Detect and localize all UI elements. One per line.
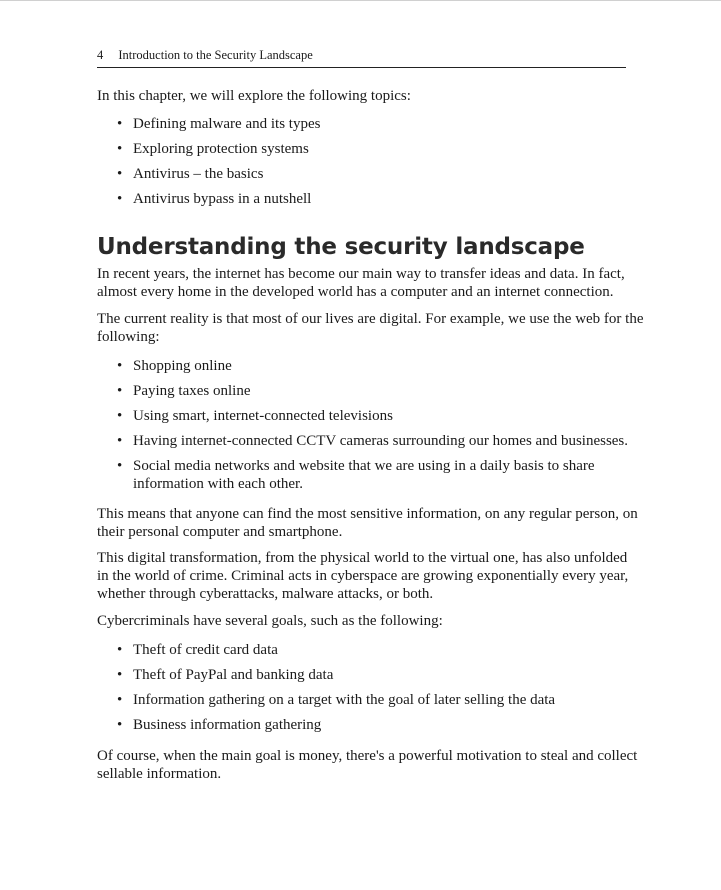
web-use-list-item: Having internet-connected CCTV cameras surrounding our homes and businesses.: [133, 433, 629, 449]
p5-paragraph-line: Cybercriminals have several goals, such as the following:: [97, 613, 443, 629]
web-use-list-item: Using smart, internet-connected televisions: [133, 408, 393, 424]
topic-list-item: Antivirus bypass in a nutshell: [133, 191, 312, 207]
p1-paragraph-line: In recent years, the internet has become our main way to transfer ideas and data. In fact,: [97, 266, 625, 282]
p2-paragraph-line: The current reality is that most of our lives are digital. For example, we use the web for the: [97, 311, 644, 327]
bullet-icon: •: [117, 166, 123, 182]
p6-paragraph-line: Of course, when the main goal is money, there's a powerful motivation to steal and collect: [97, 748, 638, 764]
running-header: [97, 48, 313, 63]
goal-list-item: Theft of credit card data: [133, 642, 278, 658]
p1-paragraph-line: almost every home in the developed world has a computer and an internet connection.: [97, 284, 614, 300]
web-use-list-item: Shopping online: [133, 358, 232, 374]
bullet-icon: •: [117, 667, 123, 683]
chapter-title: Introduction to the Security Landscape: [118, 48, 313, 62]
intro-paragraph: In this chapter, we will explore the following topics:: [97, 88, 411, 104]
bullet-icon: •: [117, 141, 123, 157]
bullet-icon: •: [117, 692, 123, 708]
bullet-icon: •: [117, 116, 123, 132]
bullet-icon: •: [117, 458, 123, 474]
bullet-icon: •: [117, 433, 123, 449]
bullet-icon: •: [117, 358, 123, 374]
p4-paragraph-line: in the world of crime. Criminal acts in cyberspace are growing exponentially every year,: [97, 568, 629, 584]
bullet-icon: •: [117, 408, 123, 424]
page-number: 4: [97, 48, 104, 62]
section-heading: Understanding the security landscape: [97, 234, 585, 260]
page-top-border: [0, 0, 721, 1]
goal-list-item: Information gathering on a target with the goal of later selling the data: [133, 692, 556, 708]
p4-paragraph-line: whether through cyberattacks, malware attacks, or both.: [97, 586, 434, 602]
topic-list-item: Antivirus – the basics: [133, 166, 264, 182]
p6-paragraph-line: sellable information.: [97, 766, 222, 782]
p2-paragraph-line: following:: [97, 329, 160, 345]
topic-list-item: Defining malware and its types: [133, 116, 321, 132]
goal-list-item: Business information gathering: [133, 717, 322, 733]
bullet-icon: •: [117, 383, 123, 399]
goal-list-item: Theft of PayPal and banking data: [133, 667, 334, 683]
p3-paragraph-line: This means that anyone can find the most sensitive information, on any regular person, on: [97, 506, 638, 522]
web-use-list-item: information with each other.: [133, 476, 303, 492]
web-use-list-item: Paying taxes online: [133, 383, 251, 399]
web-use-list-item: Social media networks and website that we are using in a daily basis to share: [133, 458, 595, 474]
bullet-icon: •: [117, 642, 123, 658]
p4-paragraph-line: This digital transformation, from the physical world to the virtual one, has also unfolded: [97, 550, 628, 566]
p3-paragraph-line: their personal computer and smartphone.: [97, 524, 343, 540]
bullet-icon: •: [117, 191, 123, 207]
bullet-icon: •: [117, 717, 123, 733]
topic-list-item: Exploring protection systems: [133, 141, 309, 157]
header-rule: [97, 67, 626, 68]
